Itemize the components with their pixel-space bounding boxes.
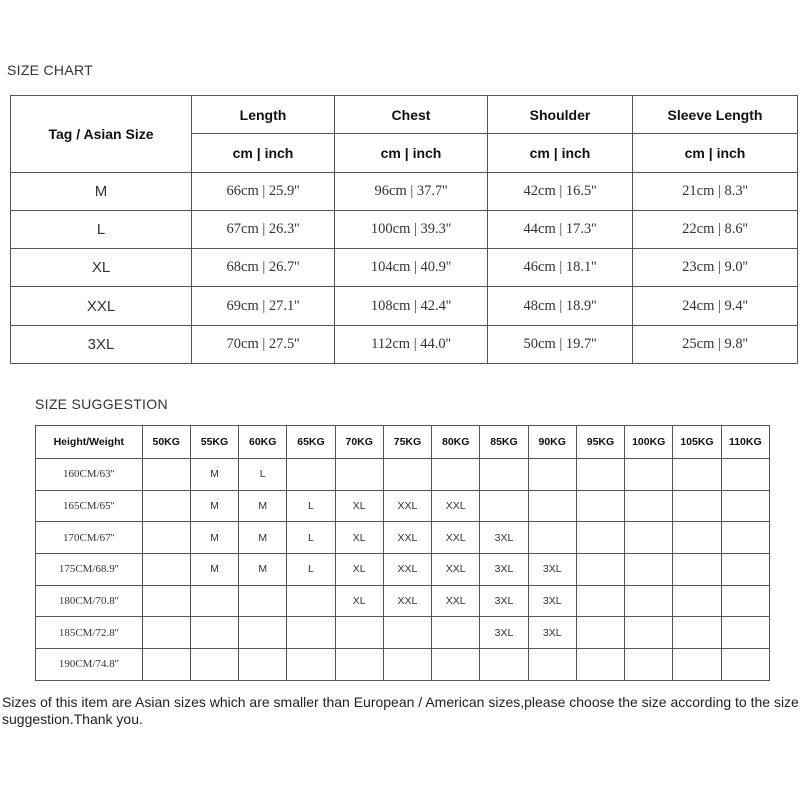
- suggested-size-cell: [721, 585, 769, 617]
- suggested-size-cell: [576, 649, 624, 681]
- suggested-size-cell: M: [239, 490, 287, 522]
- unit-header: cm | inch: [335, 134, 488, 172]
- suggestion-row: [36, 617, 770, 649]
- suggestion-row: [36, 585, 770, 617]
- measurement-cell: 68cm | 26.7'': [192, 249, 335, 287]
- column-header: Shoulder: [488, 96, 633, 134]
- weight-header: 50KG: [142, 426, 190, 459]
- suggested-size-cell: L: [287, 490, 335, 522]
- size-chart-body: [11, 172, 798, 363]
- height-cell: 160CM/63'': [36, 459, 143, 491]
- measurement-cell: 44cm | 17.3'': [488, 210, 633, 248]
- suggested-size-cell: [673, 459, 721, 491]
- weight-header: 70KG: [335, 426, 383, 459]
- suggested-size-cell: [142, 522, 190, 554]
- weight-header: 65KG: [287, 426, 335, 459]
- suggested-size-cell: XL: [335, 554, 383, 586]
- size-row: [11, 210, 798, 248]
- suggested-size-cell: XL: [335, 522, 383, 554]
- suggested-size-cell: [721, 617, 769, 649]
- column-header: Length: [192, 96, 335, 134]
- suggestion-row: [36, 554, 770, 586]
- suggested-size-cell: [239, 649, 287, 681]
- suggested-size-cell: 3XL: [480, 522, 528, 554]
- suggested-size-cell: 3XL: [528, 617, 576, 649]
- weight-header: 55KG: [190, 426, 238, 459]
- weight-header: 105KG: [673, 426, 721, 459]
- size-note: Sizes of this item are Asian sizes which are smaller than European / American sizes,please choose the size according to the size suggestion.Thank you.: [2, 694, 799, 727]
- suggested-size-cell: [528, 490, 576, 522]
- suggested-size-cell: XXL: [432, 554, 480, 586]
- suggested-size-cell: XXL: [432, 522, 480, 554]
- suggested-size-cell: 3XL: [528, 554, 576, 586]
- suggested-size-cell: [576, 617, 624, 649]
- unit-header: cm | inch: [488, 134, 633, 172]
- suggested-size-cell: [673, 617, 721, 649]
- suggested-size-cell: [287, 585, 335, 617]
- suggested-size-cell: [673, 522, 721, 554]
- measurement-cell: 24cm | 9.4'': [633, 287, 798, 325]
- suggested-size-cell: [625, 522, 673, 554]
- suggested-size-cell: [721, 490, 769, 522]
- suggested-size-cell: [287, 649, 335, 681]
- suggested-size-cell: [721, 554, 769, 586]
- measurement-cell: 67cm | 26.3'': [192, 210, 335, 248]
- suggested-size-cell: [383, 649, 431, 681]
- suggested-size-cell: [625, 585, 673, 617]
- corner-header: Height/Weight: [36, 426, 143, 459]
- suggested-size-cell: [383, 617, 431, 649]
- suggested-size-cell: XXL: [432, 585, 480, 617]
- weight-header: 75KG: [383, 426, 431, 459]
- suggested-size-cell: [142, 617, 190, 649]
- suggested-size-cell: 3XL: [480, 585, 528, 617]
- size-suggestion-table: [35, 425, 770, 681]
- suggested-size-cell: 3XL: [480, 554, 528, 586]
- suggested-size-cell: [190, 649, 238, 681]
- suggested-size-cell: [625, 490, 673, 522]
- measurement-cell: 22cm | 8.6'': [633, 210, 798, 248]
- height-cell: 185CM/72.8'': [36, 617, 143, 649]
- suggested-size-cell: [480, 490, 528, 522]
- suggested-size-cell: 3XL: [480, 617, 528, 649]
- suggested-size-cell: [528, 649, 576, 681]
- suggested-size-cell: [625, 617, 673, 649]
- measurement-cell: 42cm | 16.5'': [488, 172, 633, 210]
- size-chart-title: SIZE CHART: [7, 62, 93, 78]
- measurement-cell: 104cm | 40.9'': [335, 249, 488, 287]
- column-header: Sleeve Length: [633, 96, 798, 134]
- suggestion-row: [36, 522, 770, 554]
- measurement-cell: 21cm | 8.3'': [633, 172, 798, 210]
- suggested-size-cell: [432, 617, 480, 649]
- suggested-size-cell: [432, 649, 480, 681]
- suggested-size-cell: XXL: [383, 554, 431, 586]
- suggested-size-cell: [142, 490, 190, 522]
- suggested-size-cell: [335, 617, 383, 649]
- size-row: [11, 287, 798, 325]
- height-cell: 170CM/67'': [36, 522, 143, 554]
- suggested-size-cell: [480, 459, 528, 491]
- weight-header: 60KG: [239, 426, 287, 459]
- height-cell: 180CM/70.8'': [36, 585, 143, 617]
- suggested-size-cell: [142, 459, 190, 491]
- suggested-size-cell: M: [190, 522, 238, 554]
- suggested-size-cell: XL: [335, 585, 383, 617]
- suggestion-row: [36, 649, 770, 681]
- size-tag-cell: M: [11, 172, 192, 210]
- suggested-size-cell: [528, 522, 576, 554]
- suggested-size-cell: XXL: [383, 490, 431, 522]
- height-cell: 175CM/68.9'': [36, 554, 143, 586]
- tag-header: Tag / Asian Size: [11, 96, 192, 173]
- suggested-size-cell: [480, 649, 528, 681]
- size-tag-cell: 3XL: [11, 325, 192, 363]
- suggested-size-cell: XL: [335, 490, 383, 522]
- suggestion-row: [36, 490, 770, 522]
- suggested-size-cell: [576, 459, 624, 491]
- measurement-cell: 69cm | 27.1'': [192, 287, 335, 325]
- measurement-cell: 25cm | 9.8'': [633, 325, 798, 363]
- measurement-cell: 96cm | 37.7'': [335, 172, 488, 210]
- size-row: [11, 325, 798, 363]
- size-tag-cell: XL: [11, 249, 192, 287]
- weight-header: 85KG: [480, 426, 528, 459]
- suggested-size-cell: [576, 554, 624, 586]
- suggested-size-cell: [721, 649, 769, 681]
- size-suggestion-body: [36, 459, 770, 681]
- column-header: Chest: [335, 96, 488, 134]
- suggested-size-cell: [576, 522, 624, 554]
- suggested-size-cell: [721, 522, 769, 554]
- suggested-size-cell: [287, 617, 335, 649]
- suggestion-row: [36, 459, 770, 491]
- suggested-size-cell: L: [287, 554, 335, 586]
- suggested-size-cell: [432, 459, 480, 491]
- suggested-size-cell: [576, 585, 624, 617]
- size-tag-cell: XXL: [11, 287, 192, 325]
- suggested-size-cell: [673, 490, 721, 522]
- weight-header: 90KG: [528, 426, 576, 459]
- suggested-size-cell: [383, 459, 431, 491]
- suggested-size-cell: XXL: [432, 490, 480, 522]
- size-chart-table: [10, 95, 798, 364]
- suggested-size-cell: [673, 585, 721, 617]
- suggested-size-cell: [625, 554, 673, 586]
- suggested-size-cell: [625, 649, 673, 681]
- suggested-size-cell: [142, 585, 190, 617]
- suggested-size-cell: M: [190, 490, 238, 522]
- suggested-size-cell: M: [239, 522, 287, 554]
- suggested-size-cell: [335, 649, 383, 681]
- suggested-size-cell: [721, 459, 769, 491]
- suggested-size-cell: [287, 459, 335, 491]
- weight-header: 80KG: [432, 426, 480, 459]
- suggested-size-cell: [142, 649, 190, 681]
- suggested-size-cell: L: [287, 522, 335, 554]
- measurement-cell: 48cm | 18.9'': [488, 287, 633, 325]
- size-row: [11, 172, 798, 210]
- suggested-size-cell: [142, 554, 190, 586]
- suggested-size-cell: [673, 649, 721, 681]
- measurement-cell: 50cm | 19.7'': [488, 325, 633, 363]
- suggested-size-cell: [576, 490, 624, 522]
- suggested-size-cell: M: [239, 554, 287, 586]
- measurement-cell: 108cm | 42.4'': [335, 287, 488, 325]
- suggested-size-cell: [190, 585, 238, 617]
- suggested-size-cell: L: [239, 459, 287, 491]
- measurement-cell: 70cm | 27.5'': [192, 325, 335, 363]
- suggested-size-cell: [528, 459, 576, 491]
- suggested-size-cell: 3XL: [528, 585, 576, 617]
- weight-header: 110KG: [721, 426, 769, 459]
- suggested-size-cell: XXL: [383, 522, 431, 554]
- size-suggestion-title: SIZE SUGGESTION: [35, 396, 168, 412]
- size-tag-cell: L: [11, 210, 192, 248]
- suggested-size-cell: [239, 585, 287, 617]
- suggested-size-cell: [673, 554, 721, 586]
- suggested-size-cell: [335, 459, 383, 491]
- suggested-size-cell: [190, 617, 238, 649]
- size-row: [11, 249, 798, 287]
- weight-header: 100KG: [625, 426, 673, 459]
- measurement-cell: 112cm | 44.0'': [335, 325, 488, 363]
- unit-header: cm | inch: [192, 134, 335, 172]
- measurement-cell: 46cm | 18.1'': [488, 249, 633, 287]
- height-cell: 190CM/74.8'': [36, 649, 143, 681]
- suggested-size-cell: [625, 459, 673, 491]
- height-cell: 165CM/65'': [36, 490, 143, 522]
- suggested-size-cell: M: [190, 554, 238, 586]
- measurement-cell: 66cm | 25.9'': [192, 172, 335, 210]
- suggested-size-cell: M: [190, 459, 238, 491]
- measurement-cell: 23cm | 9.0'': [633, 249, 798, 287]
- measurement-cell: 100cm | 39.3'': [335, 210, 488, 248]
- unit-header: cm | inch: [633, 134, 798, 172]
- suggested-size-cell: XXL: [383, 585, 431, 617]
- suggested-size-cell: [239, 617, 287, 649]
- weight-header: 95KG: [576, 426, 624, 459]
